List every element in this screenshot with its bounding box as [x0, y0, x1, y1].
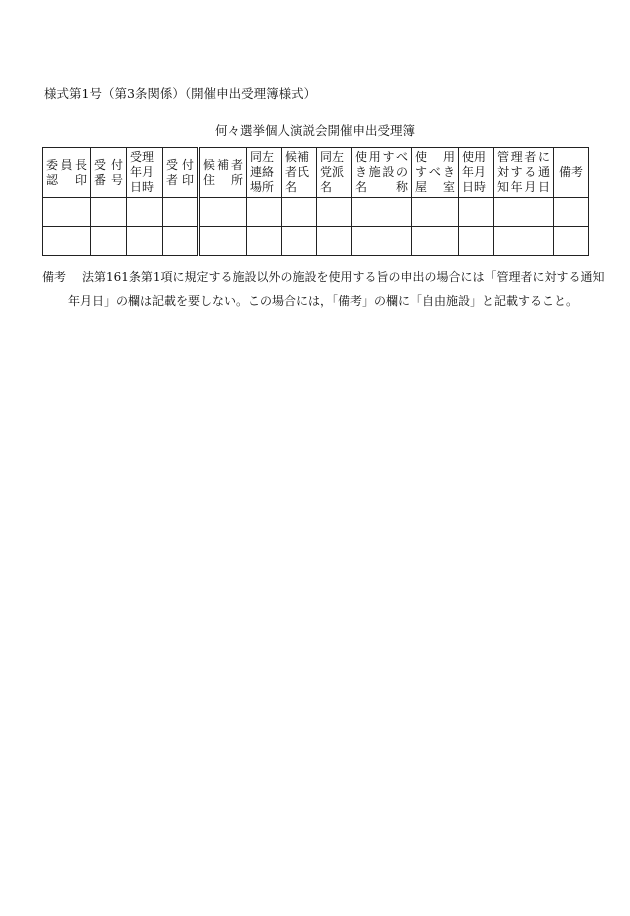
table-cell[interactable] [199, 227, 247, 256]
column-header [317, 148, 352, 198]
header-line: 名 称 [355, 180, 408, 194]
header-line: 同左 [250, 150, 275, 164]
header-line: 名 [285, 180, 298, 194]
table-cell[interactable] [494, 198, 554, 227]
table-cell[interactable] [282, 198, 317, 227]
table-cell[interactable] [91, 198, 127, 227]
header-line: 管理者に [497, 150, 550, 164]
column-header [412, 148, 459, 198]
header-line: 住 所 [203, 172, 243, 187]
header-line: 使 用 [415, 150, 455, 164]
table-cell[interactable] [352, 227, 412, 256]
header-line: 認 印 [46, 172, 87, 187]
column-header [352, 148, 412, 198]
column-header [459, 148, 494, 198]
header-line: 場所 [250, 180, 275, 194]
header-line: 年月 [130, 165, 155, 179]
table-cell[interactable] [352, 198, 412, 227]
header-line: き施設の [355, 165, 408, 179]
table-cell[interactable] [163, 198, 199, 227]
table-cell[interactable] [43, 227, 91, 256]
header-line: 名 [320, 180, 333, 194]
document-title: 何々選挙個人演説会開催申出受理簿 [214, 123, 415, 138]
header-line: 連絡 [250, 165, 275, 179]
header-line: 備考 [558, 165, 583, 179]
register-table [42, 147, 589, 256]
column-header [554, 148, 589, 198]
table-cell[interactable] [412, 198, 459, 227]
header-line: 対する通 [497, 165, 550, 179]
notes-text-line-2: 年月日」の欄は記載を要しない。この場合には，「備考」の欄に「自由施設」と記載すること。 [68, 294, 579, 308]
header-line: 党派 [320, 165, 345, 179]
header-line: 年月 [462, 165, 487, 179]
table-cell[interactable] [459, 198, 494, 227]
table-cell[interactable] [412, 227, 459, 256]
header-line: 番号 [94, 172, 123, 187]
table-cell[interactable] [282, 227, 317, 256]
table-cell[interactable] [317, 227, 352, 256]
notes-text-line-1: 法第161条第1項に規定する施設以外の施設を使用する旨の申出の場合には「管理者に対する通知 [82, 270, 605, 284]
table-cell[interactable] [459, 227, 494, 256]
column-header [494, 148, 554, 198]
header-row [43, 148, 589, 198]
table-cell[interactable] [247, 227, 282, 256]
header-line: 日時 [130, 180, 155, 194]
table-cell[interactable] [247, 198, 282, 227]
header-line: 候補者 [203, 157, 243, 172]
table-cell[interactable] [43, 198, 91, 227]
table-body [43, 198, 589, 256]
header-line: 屋 室 [415, 180, 455, 194]
header-line: 者氏 [285, 165, 310, 179]
table-cell[interactable] [494, 227, 554, 256]
table-cell[interactable] [127, 227, 163, 256]
table-cell[interactable] [554, 227, 589, 256]
column-header [282, 148, 317, 198]
header-line: 日時 [462, 180, 487, 194]
table-cell[interactable] [199, 198, 247, 227]
table-row [43, 227, 589, 256]
header-line: 同左 [320, 150, 345, 164]
header-line: 候補 [285, 150, 310, 164]
column-header [43, 148, 91, 198]
column-header [127, 148, 163, 198]
column-header [247, 148, 282, 198]
header-line: 者印 [166, 172, 194, 187]
column-header [91, 148, 127, 198]
table-cell[interactable] [127, 198, 163, 227]
header-line: 受付 [166, 157, 194, 172]
form-number-label: 様式第1号（第3条関係）（開催申出受理簿様式） [44, 86, 317, 101]
table-cell[interactable] [163, 227, 199, 256]
table-row [43, 198, 589, 227]
header-line: 使用すべ [355, 150, 408, 164]
column-header [163, 148, 199, 198]
table-cell[interactable] [317, 198, 352, 227]
table-cell[interactable] [554, 198, 589, 227]
header-line: すべき [415, 165, 455, 179]
table-cell[interactable] [91, 227, 127, 256]
header-line: 使用 [462, 150, 487, 164]
header-line: 受付 [94, 157, 123, 172]
header-line: 委員長 [46, 157, 87, 172]
column-header [199, 148, 247, 198]
header-line: 受理 [130, 150, 155, 164]
header-line: 知年月日 [497, 180, 550, 194]
notes-heading: 備考 [42, 270, 67, 284]
notes-section [42, 265, 605, 313]
